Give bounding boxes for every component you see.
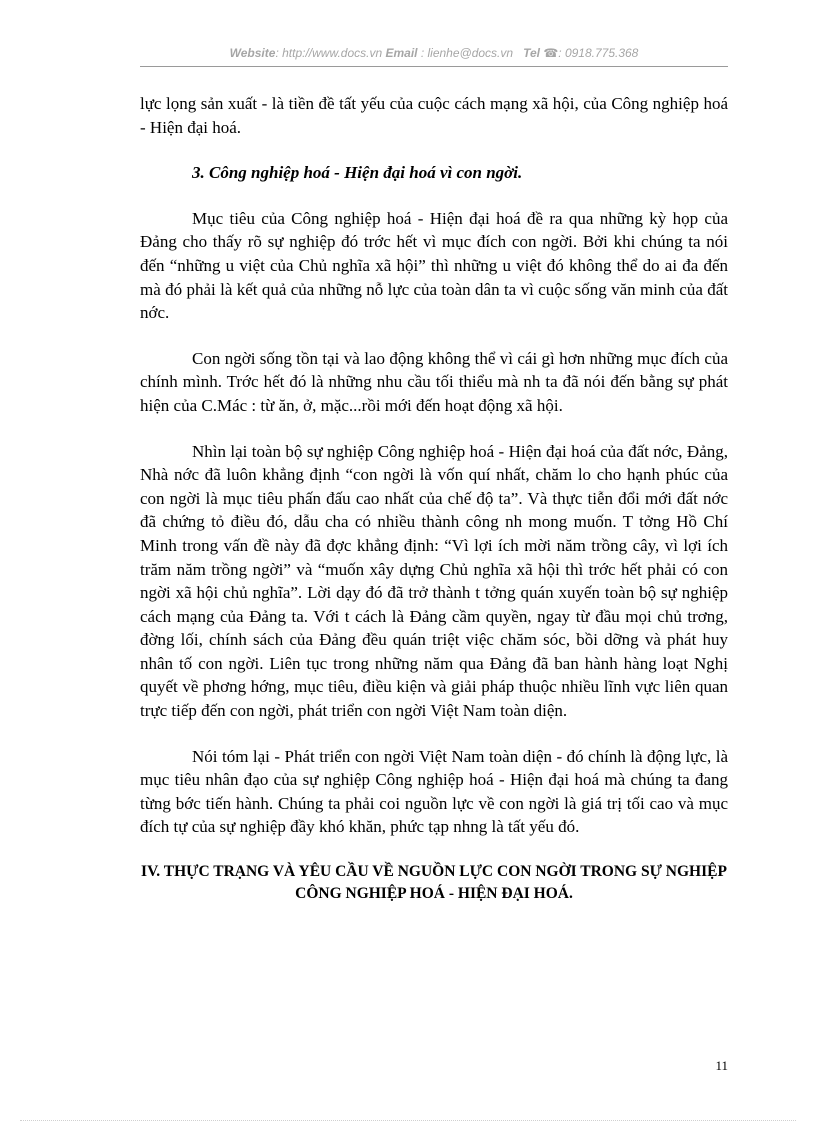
- subheading: 3. Công nghiệp hoá - Hiện đại hoá vì con ngời.: [192, 163, 523, 183]
- page-content: [140, 92, 728, 905]
- page-header: [140, 46, 728, 60]
- page-number: 11: [715, 1058, 728, 1073]
- section-heading: IV. THỰC TRẠNG VÀ YÊU CẦU VỀ NGUỒN LỰC CON NGỜI TRONG SỰ NGHIỆP CÔNG NGHIỆP HOÁ - HIỆN ĐẠI HOÁ.: [141, 863, 727, 903]
- tel-label: Tel: [523, 46, 540, 60]
- phone-icon: ☎: [543, 46, 559, 60]
- paragraph-1: Mục tiêu của Công nghiệp hoá - Hiện đại hoá đề ra qua những kỳ họp của Đảng cho thấy rõ sự nghiệp đó trớc hết vì mục đích con ngời. Bởi khi chúng ta nói đến “những u việt của Chủ nghĩa xã hội” thì những u việt đó không thể do ai đa đến mà đó phải là kết quả của những nỗ lực của toàn dân ta vì cuộc sống văn minh của đất nớc.: [140, 208, 728, 323]
- bottom-divider: [20, 1120, 796, 1121]
- paragraph-2: Con ngời sống tồn tại và lao động không thể vì cái gì hơn những mục đích của chính mình. Trớc hết đó là những nhu cầu tối thiểu mà nh ta đã nói đến bằng sự phát hiện của C.Mác : từ ăn, ở, mặc...rồi mới đến hoạt động xã hội.: [140, 348, 728, 415]
- email-value: : lienhe@docs.vn: [417, 46, 517, 60]
- header-divider: [140, 66, 728, 67]
- paragraph-4: Nói tóm lại - Phát triển con ngời Việt Nam toàn diện - đó chính là động lực, là mục tiêu nhân đạo của sự nghiệp Công nghiệp hoá - Hiện đại hoá mà chúng ta đang từng bớc tiến hành. Chúng ta phải coi nguồn lực về con ngời là giá trị tối cao và mục đích tự của sự nghiệp đầy khó khăn, phức tạp nhng là tất yếu đó.: [140, 746, 728, 837]
- paragraph-3: Nhìn lại toàn bộ sự nghiệp Công nghiệp hoá - Hiện đại hoá của đất nớc, Đảng, Nhà nớc đã luôn khẳng định “con ngời là vốn quí nhất, chăm lo cho hạnh phúc của con ngời là mục tiêu phấn đấu cao nhất của chế độ ta”. Và thực tiễn đổi mới đất nớc đã chứng tỏ điều đó, dẫu cha có nhiều thành công nh mong muốn. T tởng Hồ Chí Minh trong vấn đề này đã đợc khẳng định: “Vì lợi ích mời năm trồng cây, vì lợi ích trăm năm trồng ngời” và “muốn xây dựng Chủ nghĩa xã hội thì trớc hết phải có con ngời xã hội chủ nghĩa”. Lời dạy đó đã trở thành t tởng quán xuyến toàn bộ sự nghiệp cách mạng của Đảng ta. Với t cách là Đảng cầm quyền, ngay từ đầu mọi chủ trơng, đờng lối, chính sách của Đảng đều quán triệt việc chăm sóc, bồi dỡng và phát huy nhân tố con ngời. Liên tục trong những năm qua Đảng đã ban hành hàng loạt Nghị quyết về phơng hớng, mục tiêu, điều kiện và giải pháp thuộc nhiều lĩnh vực liên quan trực tiếp đến con ngời, phát triển con ngời Việt Nam toàn diện.: [140, 441, 728, 721]
- email-label: Email: [385, 46, 418, 60]
- tel-value: : 0918.775.368: [558, 46, 639, 60]
- paragraph-continuation: lực lọng sản xuất - là tiền đề tất yếu của cuộc cách mạng xã hội, của Công nghiệp hoá - Hiện đại hoá.: [140, 94, 728, 137]
- website-value: : http://www.docs.vn: [275, 46, 386, 60]
- website-label: Website: [229, 46, 276, 60]
